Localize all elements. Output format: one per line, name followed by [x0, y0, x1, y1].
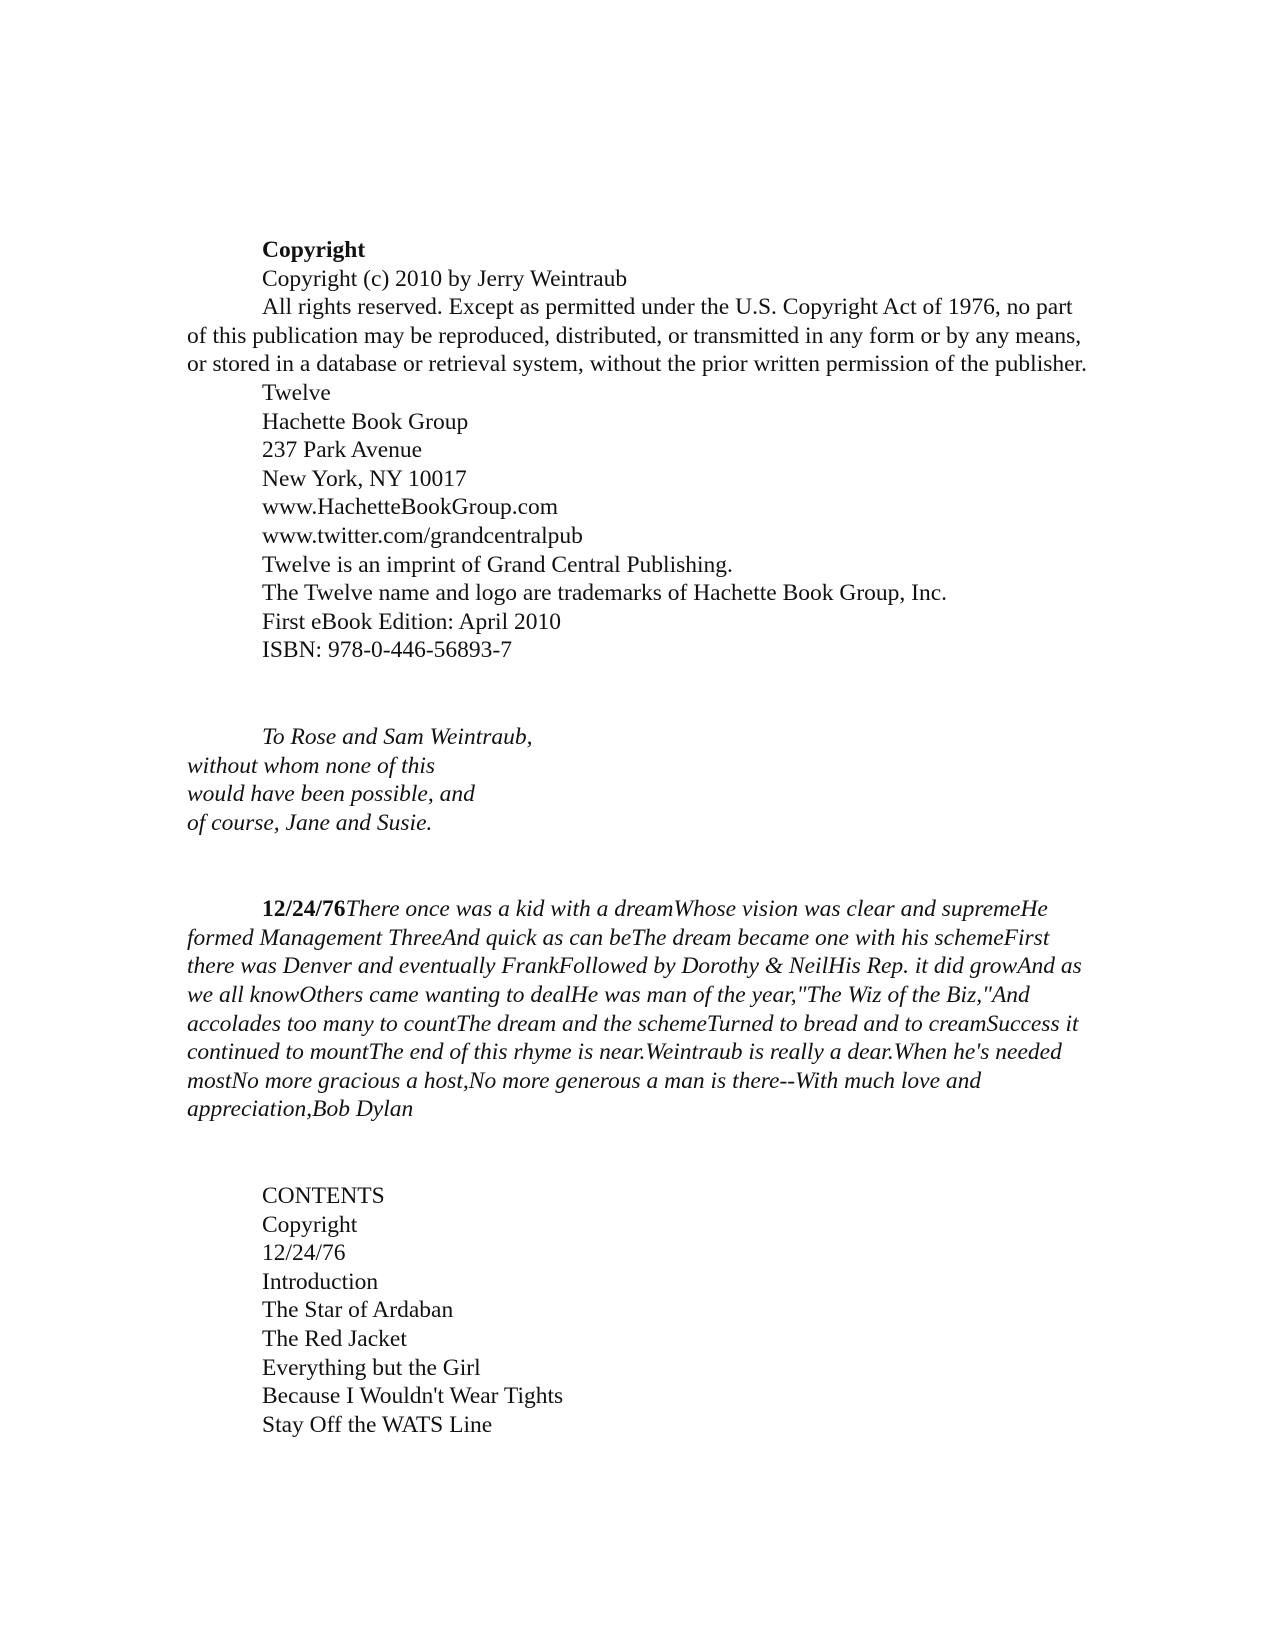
contents-item-tights[interactable]: Because I Wouldn't Wear Tights	[262, 1383, 564, 1410]
poem-section	[187, 895, 1087, 1124]
copyright-line: Copyright (c) 2010 by Jerry Weintraub	[262, 265, 628, 292]
publisher-line: The Twelve name and logo are trademarks of Hachette Book Group, Inc.	[262, 580, 948, 607]
publisher-line: Hachette Book Group	[262, 408, 469, 435]
dedication-line: of course, Jane and Susie.	[187, 809, 433, 836]
section-spacer	[187, 1124, 1087, 1182]
contents-item-introduction[interactable]: Introduction	[262, 1268, 379, 1295]
publisher-website: www.HachetteBookGroup.com	[262, 494, 559, 521]
contents-item-star-of-ardaban[interactable]: The Star of Ardaban	[262, 1297, 454, 1324]
copyright-section	[187, 236, 1087, 665]
contents-item-everything-but-the-girl[interactable]: Everything but the Girl	[262, 1354, 481, 1381]
dedication-line: would have been possible, and	[187, 781, 475, 808]
contents-heading: CONTENTS	[262, 1183, 385, 1210]
poem-paragraph	[187, 895, 1087, 1124]
publisher-line: Twelve is an imprint of Grand Central Publishing.	[262, 551, 733, 578]
publisher-line: New York, NY 10017	[262, 465, 467, 492]
section-spacer	[187, 837, 1087, 895]
contents-item-red-jacket[interactable]: The Red Jacket	[262, 1326, 407, 1352]
publisher-line: Twelve	[262, 379, 331, 406]
contents-item-wats-line[interactable]: Stay Off the WATS Line	[262, 1411, 493, 1438]
rights-paragraph: All rights reserved. Except as permitted under the U.S. Copyright Act of 1976, no part of this publication may be reproduced, distributed, or transmitted in any form or by any means, or stored in a database or retrieval system, without the prior written permission of the publisher.	[187, 294, 1087, 378]
edition-line: First eBook Edition: April 2010	[262, 608, 561, 635]
publisher-line: 237 Park Avenue	[262, 437, 423, 464]
page-content	[187, 236, 1087, 1439]
contents-item-copyright[interactable]: Copyright	[262, 1211, 358, 1238]
isbn-line: ISBN: 978-0-446-56893-7	[262, 637, 512, 664]
dedication-section	[187, 723, 1087, 837]
poem-text: There once was a kid with a dreamWhose vision was clear and supremeHe formed Management ThreeAnd quick as can beThe dream became one with his schemeFirst there was Denver and eventually FrankFollowed by Dorothy & NeilHis Rep. it did growAnd as we all knowOthers came wanting to dealHe was man of the year,"The Wiz of the Biz,"And accolades too many to countThe dream and the schemeTurned to bread and to creamSuccess it continued to mountThe end of this rhyme is near.Weintraub is really a dear.When he's needed mostNo more gracious a host,No more generous a man is there--With much love and appreciation,Bob Dylan	[187, 896, 1082, 1123]
section-spacer	[187, 665, 1087, 723]
contents-item-date[interactable]: 12/24/76	[262, 1240, 346, 1267]
poem-date: 12/24/76	[262, 896, 346, 923]
dedication-line: To Rose and Sam Weintraub,	[262, 723, 533, 750]
publisher-twitter: www.twitter.com/grandcentralpub	[262, 522, 583, 549]
copyright-heading: Copyright	[262, 237, 366, 263]
contents-section	[187, 1182, 1087, 1439]
dedication-line: without whom none of this	[187, 752, 436, 779]
